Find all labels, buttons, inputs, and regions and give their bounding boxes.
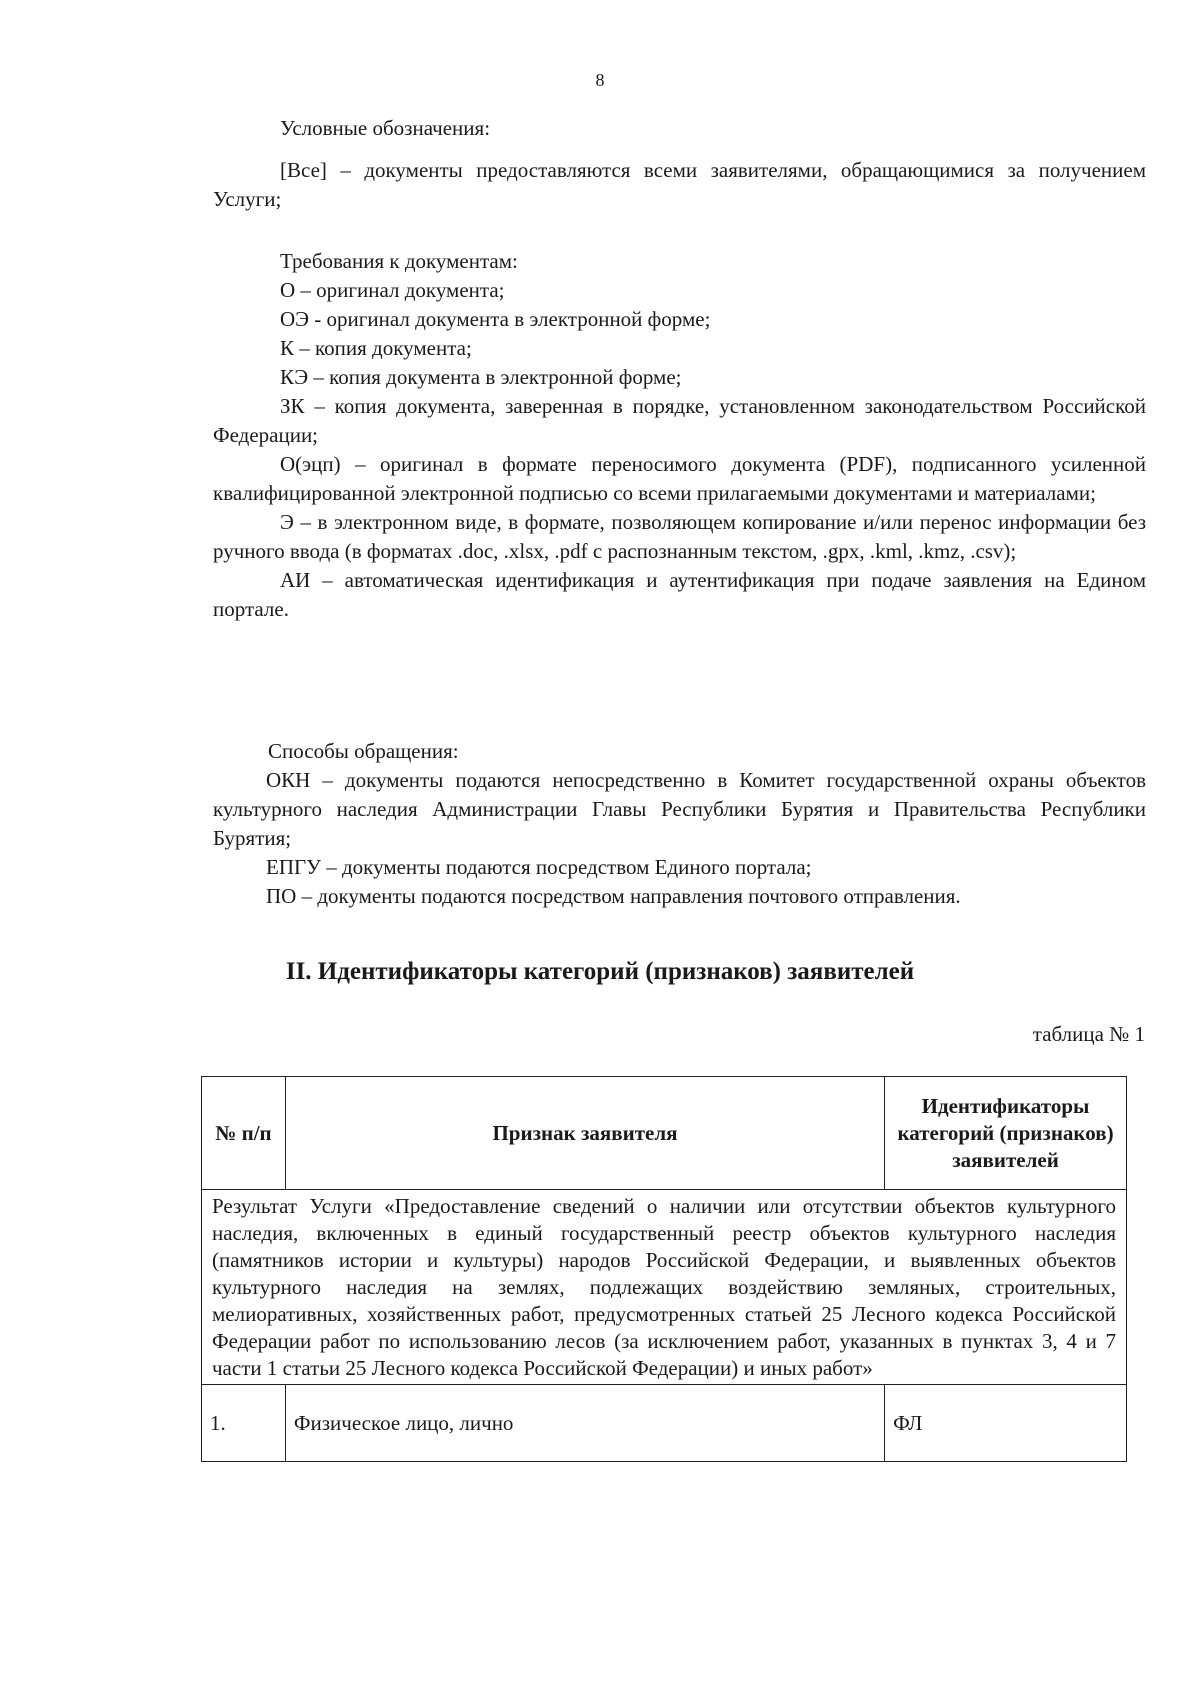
legend-title-block [213, 114, 1146, 143]
method-item: ОКН – документы подаются непосредственно в Комитет государственной охраны объектов культурного наследия Администрации Главы Республики Бурятия и Правительства Республики Бурятия; [213, 768, 1146, 850]
requirement-item: Э – в электронном виде, в формате, позволяющем копирование и/или перенос информации без ручного ввода (в форматах .doc, .xlsx, .pdf с распознанным текстом, .gpx, .kml, .kmz, .csv); [213, 510, 1146, 563]
requirements-list [213, 247, 1146, 624]
method-item: ПО – документы подаются посредством направления почтового отправления. [266, 884, 961, 908]
section-heading: II. Идентификаторы категорий (признаков) заявителей [285, 958, 915, 985]
table-header-row [202, 1077, 1127, 1190]
legend-title: Условные обозначения: [280, 116, 491, 140]
requirement-item: ЗК – копия документа, заверенная в порядке, установленном законодательством Российской Федерации; [213, 394, 1146, 447]
methods-list [213, 737, 1146, 911]
method-item: ЕПГУ – документы подаются посредством Единого портала; [266, 855, 812, 879]
header-sign: Признак заявителя [285, 1077, 884, 1190]
table-result-row [202, 1190, 1127, 1385]
requirement-item: КЭ – копия документа в электронной форме; [280, 365, 682, 389]
methods-title: Способы обращения: [268, 739, 459, 763]
header-number: № п/п [202, 1077, 286, 1190]
requirement-item: АИ – автоматическая идентификация и аутентификация при подаче заявления на Едином портале. [213, 568, 1146, 621]
row-number: 1. [202, 1385, 286, 1462]
service-result-text: Результат Услуги «Предоставление сведений о наличии или отсутствии объектов культурного наследия, включенных в единый государственный реестр объектов культурного наследия (памятников истории и культуры) народов Российской Федерации, и выявленных объектов культурного наследия на землях, подлежащих воздействию земляных, строительных, мелиоративных, хозяйственных работ, предусмотренных статьей 25 Лесного кодекса Российской Федерации работ по использованию лесов (за исключением работ, указанных в пунктах 3, 4 и 7 части 1 статьи 25 Лесного кодекса Российской Федерации) и иных работ» [202, 1190, 1127, 1385]
header-identifiers: Идентификаторы категорий (признаков) заявителей [885, 1077, 1127, 1190]
requirement-item: К – копия документа; [280, 336, 472, 360]
requirement-item: О(эцп) – оригинал в формате переносимого документа (PDF), подписанного усиленной квалифицированной электронной подписью со всеми прилагаемыми документами и материалами; [213, 452, 1146, 505]
table-row [202, 1385, 1127, 1462]
requirement-item: ОЭ - оригинал документа в электронной форме; [280, 307, 711, 331]
table-label: таблица № 1 [1032, 1022, 1145, 1046]
requirements-title: Требования к документам: [280, 249, 518, 273]
row-sign: Физическое лицо, лично [285, 1385, 884, 1462]
applicant-categories-table [201, 1076, 1127, 1462]
requirement-item: О – оригинал документа; [280, 278, 505, 302]
page-number: 8 [595, 70, 605, 90]
row-identifier: ФЛ [885, 1385, 1127, 1462]
legend-all-entry: [Все] – документы предоставляются всеми заявителями, обращающимися за получением Услуги; [213, 158, 1146, 211]
